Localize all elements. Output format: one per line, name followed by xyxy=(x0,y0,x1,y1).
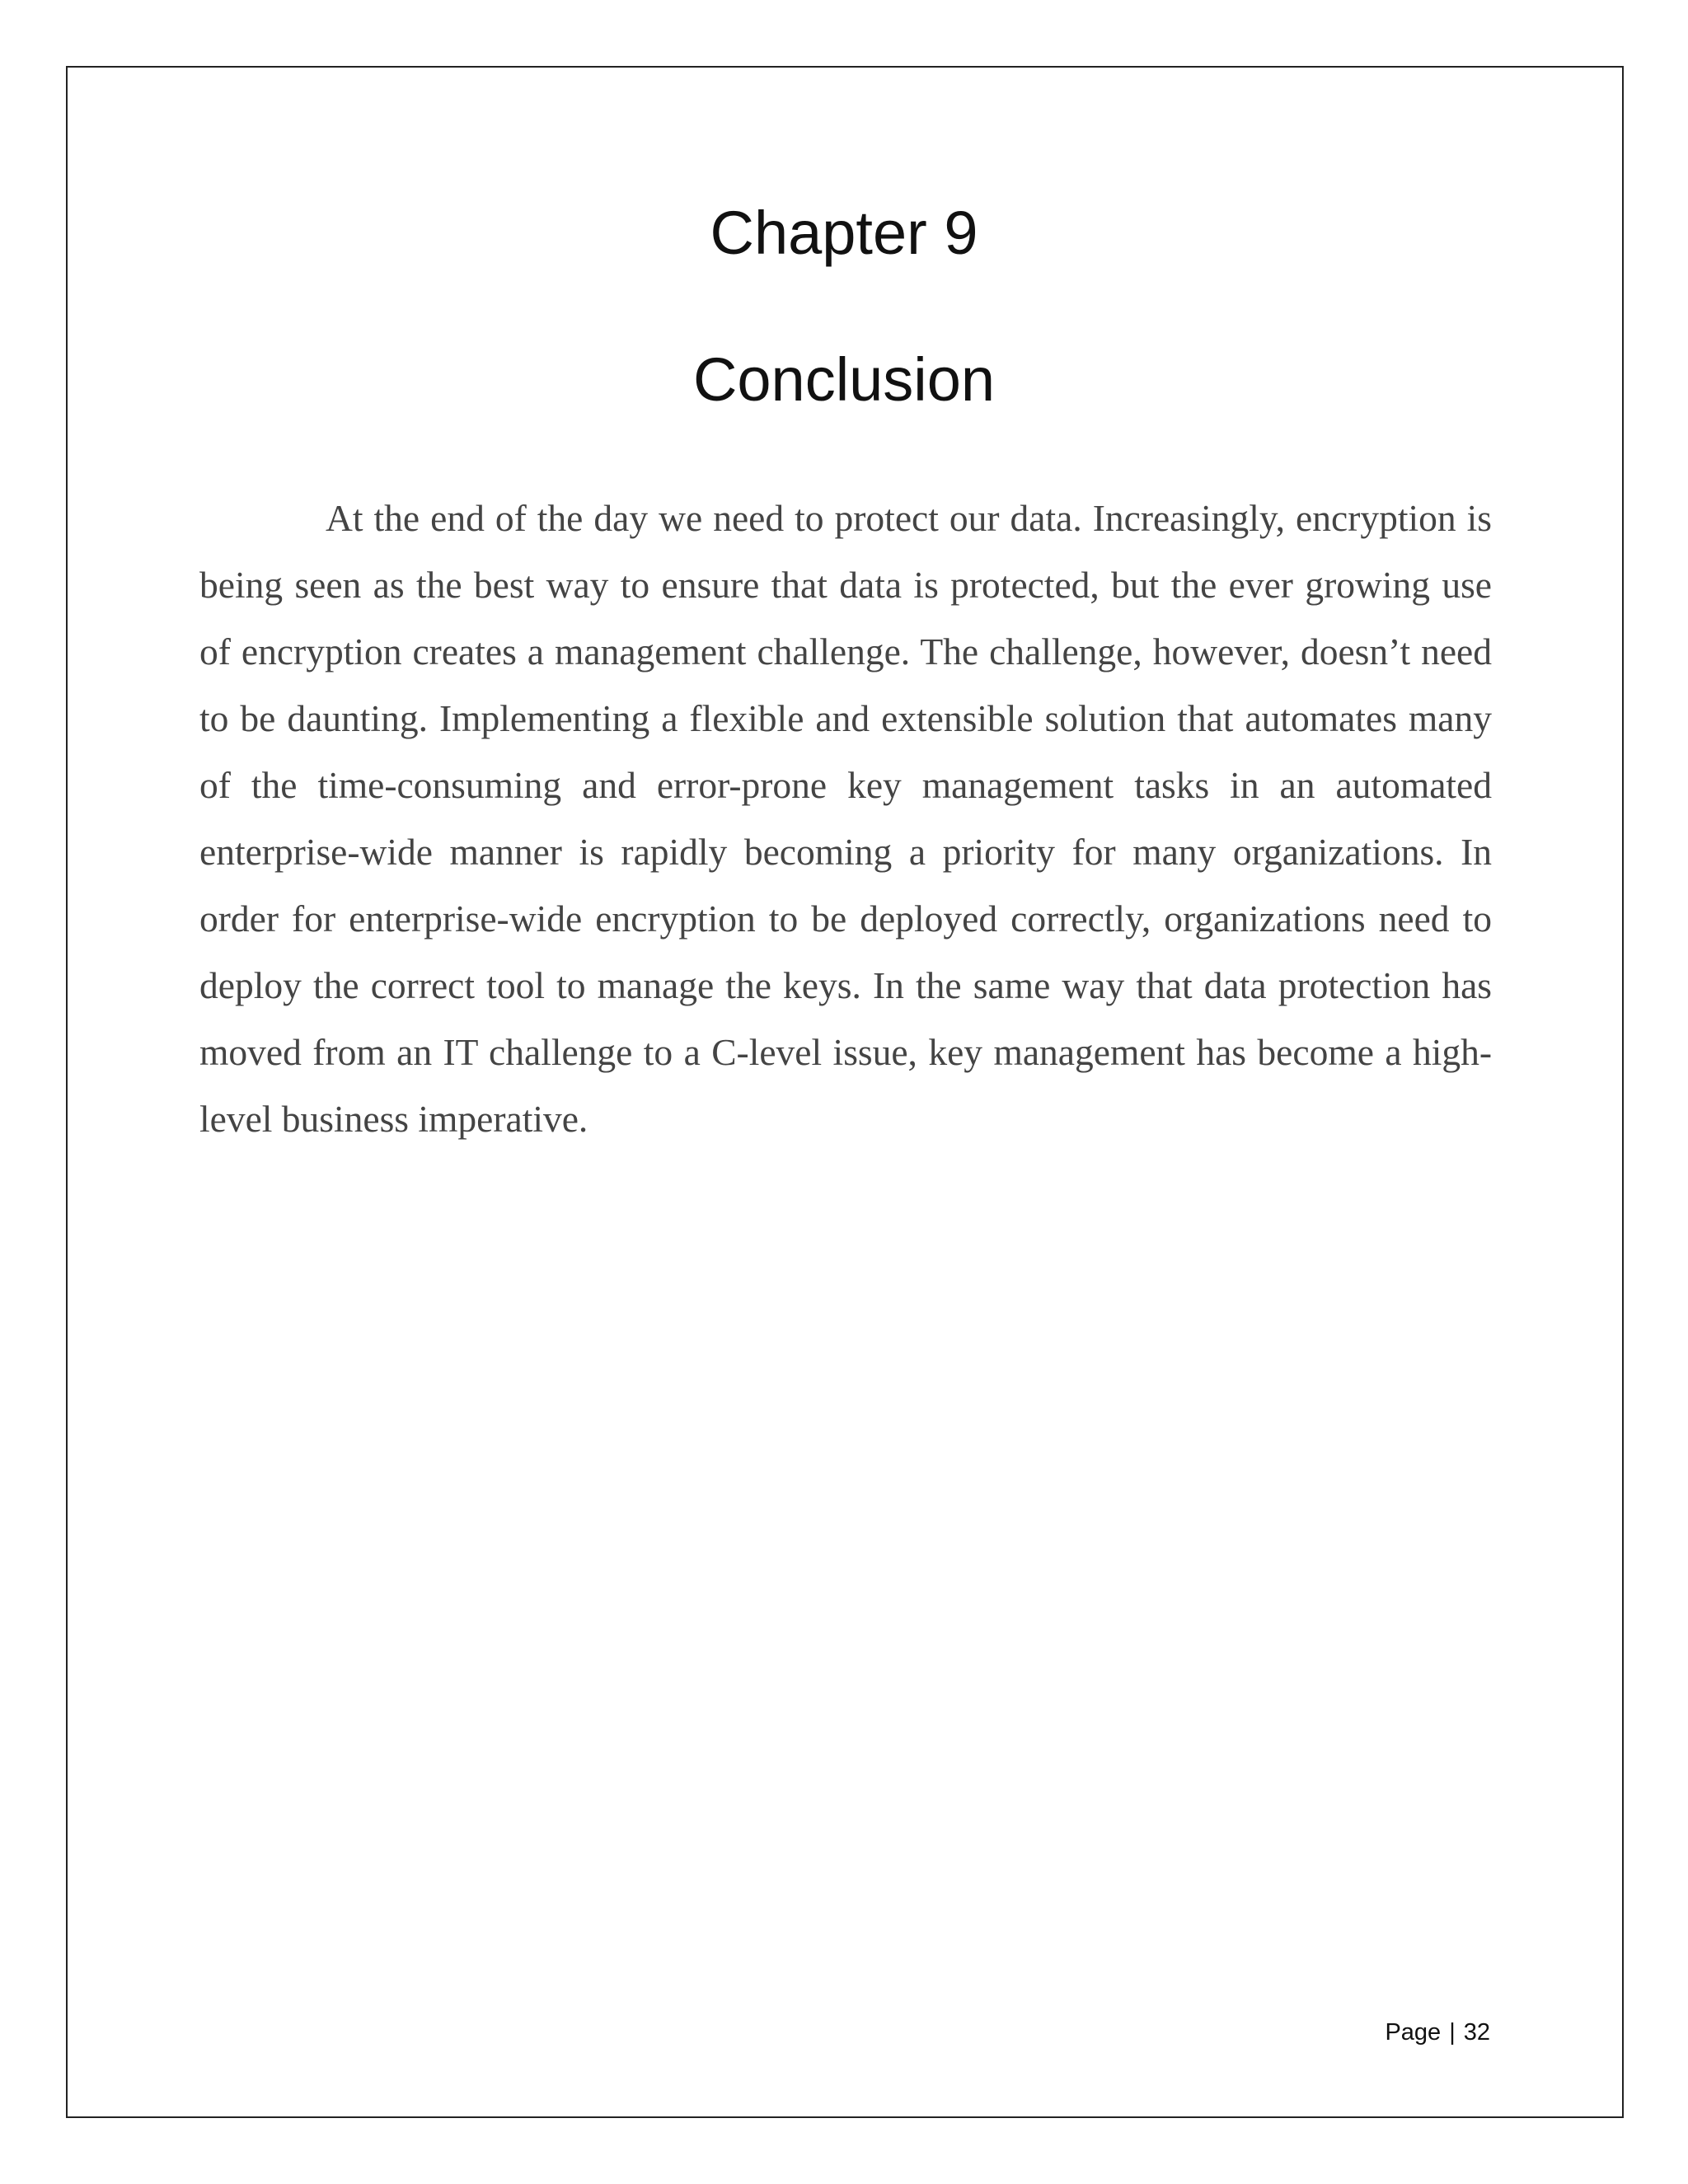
page-label: Page xyxy=(1385,2019,1442,2046)
chapter-title: Chapter 9 xyxy=(710,199,978,267)
chapter-subtitle: Conclusion xyxy=(692,345,996,414)
conclusion-paragraph: At the end of the day we need to protect our data. Increasingly, encryption is being seen as the best way to ensure that data is protected, but the ever growing use of encryption creates a management challenge. The challenge, however, doesn’t need to be daunting. Implementing a flexible and extensible solution that automates many of the time-consuming and error-prone key management tasks in an automated enterprise-wide manner is rapidly becoming a priority for many organizations. In order for enterprise-wide encryption to be deployed correctly, organizations need to deploy the correct tool to manage the keys. In the same way that data protection has moved from an IT challenge to a C-level issue, key management has become a high-level business imperative. xyxy=(199,497,1492,1140)
page-number: 32 xyxy=(1463,2019,1490,2046)
page-separator: | xyxy=(1449,2019,1456,2046)
page-footer xyxy=(1385,2019,1490,2046)
